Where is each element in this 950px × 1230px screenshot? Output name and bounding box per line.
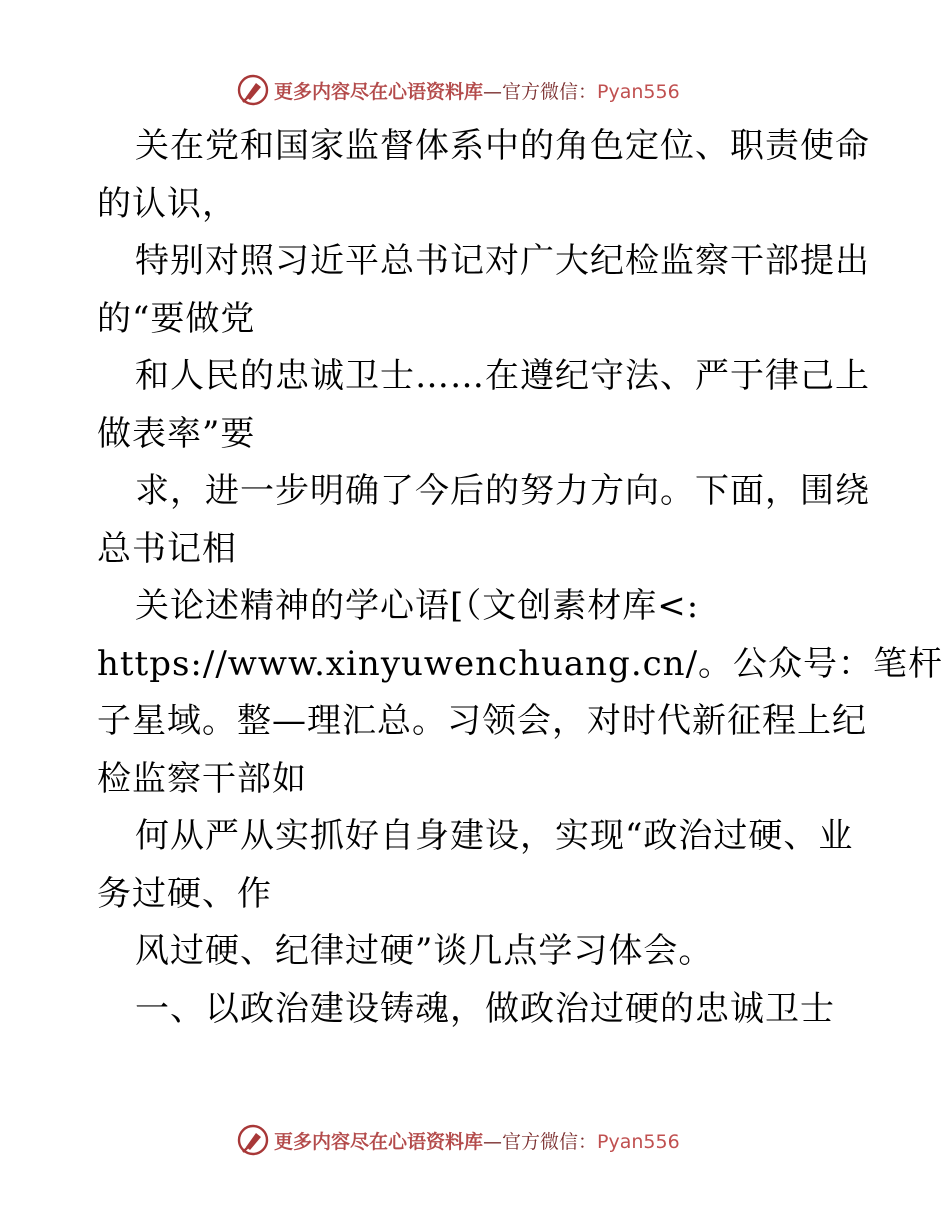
document-body (97, 118, 944, 1038)
watermark-sub: 官方微信： (502, 80, 598, 103)
watermark-dash: — (483, 80, 503, 103)
watermark-main: 更多内容尽在心语资料库 (274, 1130, 484, 1153)
body-line: 检监察干部如 (97, 758, 307, 799)
body-line: 关论述精神的学心语[（文创素材库<: (135, 586, 700, 626)
watermark-id: Pyan556 (597, 80, 680, 103)
watermark-header (236, 72, 680, 108)
watermark-sub: 官方微信： (502, 1130, 598, 1153)
body-line: 求，进一步明确了今后的努力方向。下面，围绕 (135, 471, 870, 511)
watermark-id: Pyan556 (597, 1130, 680, 1153)
body-line: 的认识， (97, 183, 237, 224)
body-line: 子星域。整—理汇总。习领会，对时代新征程上纪 (97, 701, 867, 741)
pen-nib-circle-icon (236, 1123, 270, 1157)
body-line: 何从严从实抓好自身建设，实现“政治过硬、业 (135, 816, 854, 856)
body-line: 务过硬、作 (97, 873, 272, 914)
body-line: 风过硬、纪律过硬”谈几点学习体会。 (135, 931, 714, 971)
body-line: 关在党和国家监督体系中的角色定位、职责使命 (135, 126, 870, 166)
section-heading: 一、以政治建设铸魂，做政治过硬的忠诚卫士 (135, 988, 835, 1029)
watermark-dash: — (483, 1130, 503, 1153)
watermark-text (274, 77, 680, 104)
body-line: 总书记相 (97, 528, 237, 569)
watermark-text (274, 1127, 680, 1154)
watermark-main: 更多内容尽在心语资料库 (274, 80, 484, 103)
body-line: 的“要做党 (97, 298, 256, 339)
pen-nib-circle-icon (236, 73, 270, 107)
body-line: 和人民的忠诚卫士……在遵纪守法、严于律己上 (135, 356, 870, 396)
body-line: 特别对照习近平总书记对广大纪检监察干部提出 (135, 241, 870, 281)
body-line: 做表率”要 (97, 413, 256, 454)
watermark-footer (236, 1122, 680, 1158)
body-line: https://www.xinyuwenchuang.cn/。公众号：笔杆 (97, 643, 944, 684)
